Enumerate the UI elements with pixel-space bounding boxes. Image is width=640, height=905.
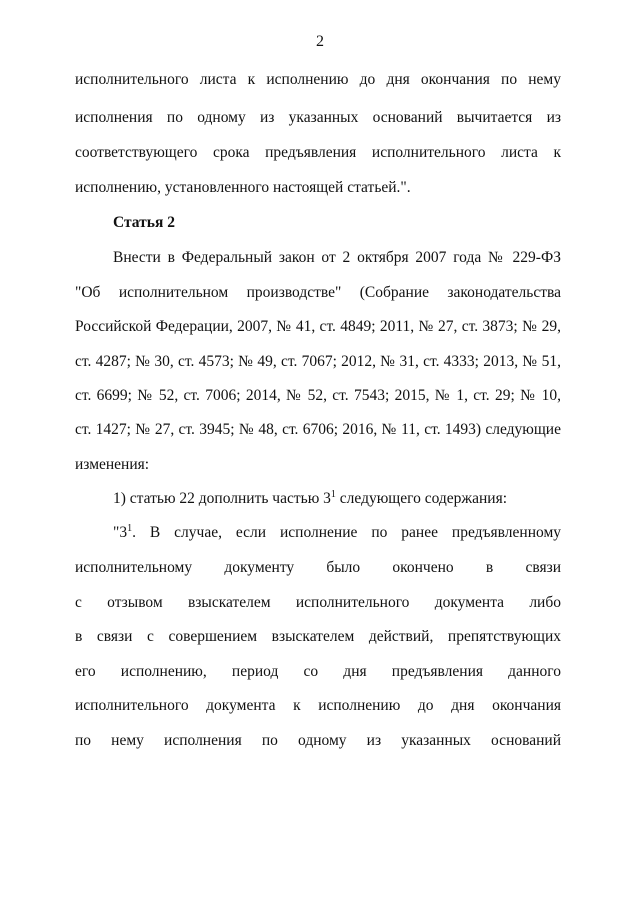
text-line: Российской Федерации, 2007, № 41, ст. 4849; 2011, № 27, ст. 3873; № 29, [75, 318, 561, 335]
text-line: "Об исполнительном производстве" (Собрание законодательства [75, 284, 561, 301]
text-line: его исполнению, период со дня предъявления данного [75, 663, 561, 680]
text-line: по нему исполнения по одному из указанных оснований [75, 732, 561, 749]
text-line: исполнения по одному из указанных оснований вычитается из [75, 109, 561, 126]
article-heading: Статья 2 [113, 214, 175, 231]
text-fragment: следующего содержания: [335, 490, 508, 507]
text-line: ст. 6699; № 52, ст. 7006; 2014, № 52, ст. 7543; 2015, № 1, ст. 29; № 10, [75, 387, 561, 404]
text-line: исполнительного листа к исполнению до дня окончания по нему [75, 71, 561, 88]
text-line: ст. 1427; № 27, ст. 3945; № 48, ст. 6706; 2016, № 11, ст. 1493) следующие [75, 421, 561, 438]
text-line [113, 523, 561, 543]
superscript: 1 [330, 488, 336, 500]
text-line: в связи с совершением взыскателем действий, препятствующих [75, 628, 561, 645]
superscript: 1 [127, 522, 133, 534]
text-fragment: 1) статью 22 дополнить частью 3 [113, 490, 331, 507]
text-line: исполнению, установленного настоящей статьей.". [75, 179, 411, 196]
text-fragment: . В случае, если исполнение по ранее предъявленному [132, 524, 561, 541]
text-line: исполнительному документу было окончено в связи [75, 559, 561, 576]
text-line: соответствующего срока предъявления исполнительного листа к [75, 144, 561, 161]
text-line: ст. 4287; № 30, ст. 4573; № 49, ст. 7067; 2012, № 31, ст. 4333; 2013, № 51, [75, 353, 561, 370]
page-number: 2 [316, 33, 324, 50]
text-line: с отзывом взыскателем исполнительного документа либо [75, 594, 561, 611]
text-line [113, 489, 561, 509]
text-line: исполнительного документа к исполнению до дня окончания [75, 697, 561, 714]
text-fragment: "3 [113, 524, 128, 541]
text-line: изменения: [75, 456, 150, 473]
text-line: Внести в Федеральный закон от 2 октября 2007 года № 229-ФЗ [113, 249, 561, 266]
